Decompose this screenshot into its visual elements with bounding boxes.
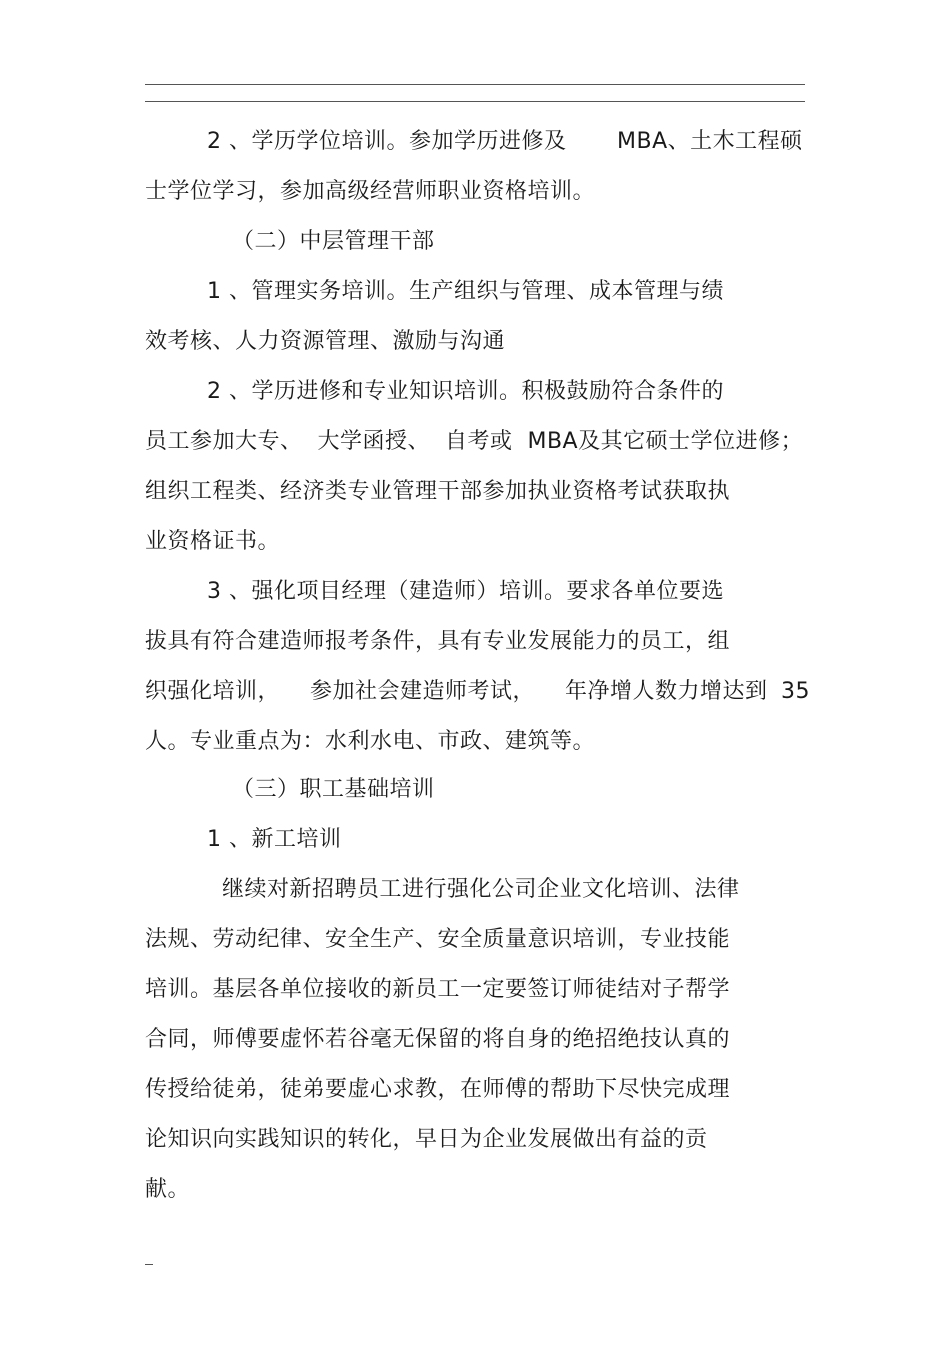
line-16: 继续对新招聘员工进行强化公司企业文化培训、法律 xyxy=(222,877,740,902)
line-19: 合同，师傅要虚怀若谷毫无保留的将自身的绝招绝技认真的 xyxy=(145,1027,731,1052)
line-21: 论知识向实践知识的转化，早日为企业发展做出有益的贡 xyxy=(145,1127,708,1152)
header-rule-top xyxy=(145,84,805,85)
line-13: 人。专业重点为：水利水电、市政、建筑等。 xyxy=(145,729,596,754)
line-20: 传授给徒弟，徒弟要虚心求教，在师傅的帮助下尽快完成理 xyxy=(145,1077,731,1102)
line-12-tail: 35 xyxy=(781,679,810,704)
line-8: 组织工程类、经济类专业管理干部参加执业资格考试获取执 xyxy=(145,479,731,504)
line-4: 1 、管理实务培训。生产组织与管理、成本管理与绩 xyxy=(207,279,724,304)
line-5: 效考核、人力资源管理、激励与沟通 xyxy=(145,329,506,354)
header-rule-bottom xyxy=(145,101,805,102)
line-1-tail: MBA、土木工程硕 xyxy=(617,129,803,154)
line-17: 法规、劳动纪律、安全生产、安全质量意识培训，专业技能 xyxy=(145,927,731,952)
section-heading-3: （三）职工基础培训 xyxy=(232,777,435,802)
line-7: 员工参加大专、 大学函授、 自考或 MBA及其它硕士学位进修； xyxy=(145,429,804,454)
line-9: 业资格证书。 xyxy=(145,529,281,554)
line-1: 2 、学历学位培训。参加学历进修及 xyxy=(207,129,567,154)
footer-mark xyxy=(145,1264,153,1265)
line-15: 1 、新工培训 xyxy=(207,827,342,852)
line-10: 3 、强化项目经理（建造师）培训。要求各单位要选 xyxy=(207,579,724,604)
line-12: 织强化培训， 参加社会建造师考试， 年净增人数力增达到 xyxy=(145,679,768,704)
line-18: 培训。基层各单位接收的新员工一定要签订师徒结对子帮学 xyxy=(145,977,731,1002)
line-2: 士学位学习，参加高级经营师职业资格培训。 xyxy=(145,179,596,204)
section-heading-2: （二）中层管理干部 xyxy=(232,229,435,254)
line-6: 2 、学历进修和专业知识培训。积极鼓励符合条件的 xyxy=(207,379,724,404)
line-22: 献。 xyxy=(145,1177,191,1202)
line-11: 拔具有符合建造师报考条件，具有专业发展能力的员工，组 xyxy=(145,629,731,654)
